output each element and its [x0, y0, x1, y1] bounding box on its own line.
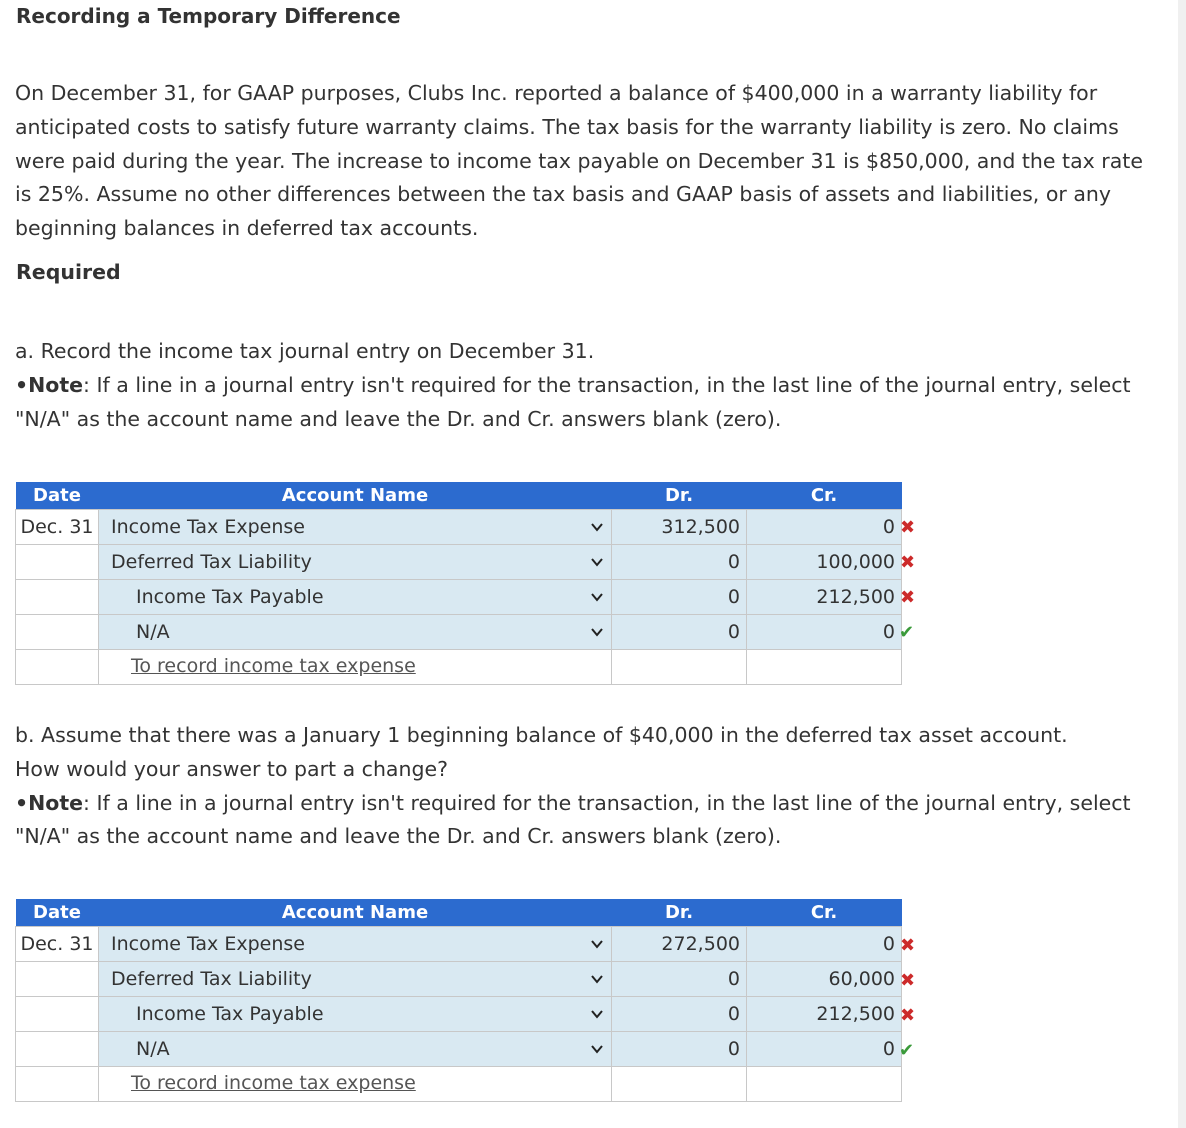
credit-input[interactable]: 212,500: [747, 997, 902, 1032]
debit-input[interactable]: 0: [612, 1032, 747, 1067]
credit-input[interactable]: 0: [747, 1032, 902, 1067]
credit-input[interactable]: 0: [747, 510, 902, 545]
account-name: Deferred Tax Liability: [111, 551, 312, 573]
memo-cell: [99, 650, 612, 685]
table-row: [16, 615, 902, 650]
chevron-down-icon[interactable]: [589, 519, 605, 535]
part-a-note-text: : If a line in a journal entry isn't required for the transaction, in the last line of the journal entry, select "N/A" as the account name and leave the Dr. and Cr. answers blank (zero).: [15, 372, 1131, 431]
row-date: Dec. 31: [16, 510, 99, 545]
scrollbar[interactable]: [1178, 0, 1186, 1128]
chevron-down-icon[interactable]: [589, 1041, 605, 1057]
memo-text[interactable]: To record income tax expense: [131, 655, 416, 677]
debit-input[interactable]: 0: [612, 962, 747, 997]
account-select[interactable]: [99, 1032, 612, 1067]
header-account: Account Name: [99, 899, 612, 927]
account-select[interactable]: [99, 615, 612, 650]
row-date: [16, 997, 99, 1032]
table-row: [16, 962, 902, 997]
part-a-instructions: [15, 335, 1165, 436]
table-row: [16, 927, 902, 962]
credit-input[interactable]: 0: [747, 927, 902, 962]
page-title: Recording a Temporary Difference: [16, 4, 401, 28]
journal-table-b: [15, 899, 902, 1102]
memo-dr: [612, 1067, 747, 1102]
account-select[interactable]: [99, 580, 612, 615]
memo-cr: [747, 1067, 902, 1102]
chevron-down-icon[interactable]: [589, 1006, 605, 1022]
part-a-note-label: •Note: [15, 372, 84, 397]
account-select[interactable]: [99, 962, 612, 997]
journal-table-a: [15, 482, 902, 685]
incorrect-icon: ✖: [900, 1005, 916, 1026]
debit-input[interactable]: 0: [612, 997, 747, 1032]
row-date: Dec. 31: [16, 927, 99, 962]
row-date: [16, 545, 99, 580]
chevron-down-icon[interactable]: [589, 554, 605, 570]
incorrect-icon: ✖: [900, 970, 916, 991]
account-name: N/A: [136, 1038, 170, 1060]
table-row: [16, 580, 902, 615]
debit-input[interactable]: 0: [612, 545, 747, 580]
row-date: [16, 580, 99, 615]
incorrect-icon: ✖: [900, 935, 916, 956]
header-account: Account Name: [99, 482, 612, 510]
account-name: Income Tax Expense: [111, 516, 305, 538]
incorrect-icon: ✖: [900, 587, 916, 608]
debit-input[interactable]: 0: [612, 580, 747, 615]
row-date: [16, 615, 99, 650]
table-row: [16, 997, 902, 1032]
part-b-instructions: [15, 719, 1165, 854]
chevron-down-icon[interactable]: [589, 589, 605, 605]
row-date: [16, 1032, 99, 1067]
problem-intro: On December 31, for GAAP purposes, Clubs Inc. reported a balance of $400,000 in a warranty liability for anticipated costs to satisfy future warranty claims. The tax basis for the warranty liability is zero. No claims were paid during the year. The increase to income tax payable on December 31 is $850,000, and the tax rate is 25%. Assume no other differences between the tax basis and GAAP basis of assets and liabilities, or any beginning balances in deferred tax accounts.: [15, 81, 1143, 241]
table-row: [16, 1032, 902, 1067]
row-date: [16, 1067, 99, 1102]
part-b-instruction: b. Assume that there was a January 1 beginning balance of $40,000 in the deferred tax asset account.: [15, 723, 1068, 747]
credit-input[interactable]: 0: [747, 615, 902, 650]
account-select[interactable]: [99, 545, 612, 580]
memo-row: [16, 1067, 902, 1102]
memo-dr: [612, 650, 747, 685]
part-b-note-label: •Note: [15, 790, 84, 815]
table-header-row: [16, 899, 902, 927]
account-select[interactable]: [99, 510, 612, 545]
correct-icon: ✔: [899, 622, 915, 643]
header-dr: Dr.: [612, 899, 747, 927]
row-date: [16, 962, 99, 997]
header-cr: Cr.: [747, 482, 902, 510]
debit-input[interactable]: 272,500: [612, 927, 747, 962]
header-date: Date: [16, 482, 99, 510]
required-heading: Required: [16, 260, 121, 284]
debit-input[interactable]: 0: [612, 615, 747, 650]
account-name: N/A: [136, 621, 170, 643]
part-a-instruction: a. Record the income tax journal entry on December 31.: [15, 339, 595, 363]
row-date: [16, 650, 99, 685]
credit-input[interactable]: 212,500: [747, 580, 902, 615]
memo-cell: [99, 1067, 612, 1102]
part-b-question: How would your answer to part a change?: [15, 756, 448, 781]
memo-row: [16, 650, 902, 685]
account-name: Income Tax Payable: [136, 586, 324, 608]
account-select[interactable]: [99, 997, 612, 1032]
header-cr: Cr.: [747, 899, 902, 927]
part-a-note: [15, 369, 1165, 437]
chevron-down-icon[interactable]: [589, 971, 605, 987]
memo-text[interactable]: To record income tax expense: [131, 1072, 416, 1094]
chevron-down-icon[interactable]: [589, 624, 605, 640]
part-b-note-text: : If a line in a journal entry isn't required for the transaction, in the last line of the journal entry, select "N/A" as the account name and leave the Dr. and Cr. answers blank (zero).: [15, 790, 1131, 849]
account-name: Income Tax Expense: [111, 933, 305, 955]
header-date: Date: [16, 899, 99, 927]
credit-input[interactable]: 100,000: [747, 545, 902, 580]
memo-cr: [747, 650, 902, 685]
correct-icon: ✔: [899, 1040, 915, 1061]
account-name: Income Tax Payable: [136, 1003, 324, 1025]
header-dr: Dr.: [612, 482, 747, 510]
account-name: Deferred Tax Liability: [111, 968, 312, 990]
table-row: [16, 545, 902, 580]
credit-input[interactable]: 60,000: [747, 962, 902, 997]
table-row: [16, 510, 902, 545]
chevron-down-icon[interactable]: [589, 936, 605, 952]
incorrect-icon: ✖: [900, 552, 916, 573]
debit-input[interactable]: 312,500: [612, 510, 747, 545]
account-select[interactable]: [99, 927, 612, 962]
incorrect-icon: ✖: [900, 517, 916, 538]
part-b-note: [15, 787, 1165, 855]
table-header-row: [16, 482, 902, 510]
